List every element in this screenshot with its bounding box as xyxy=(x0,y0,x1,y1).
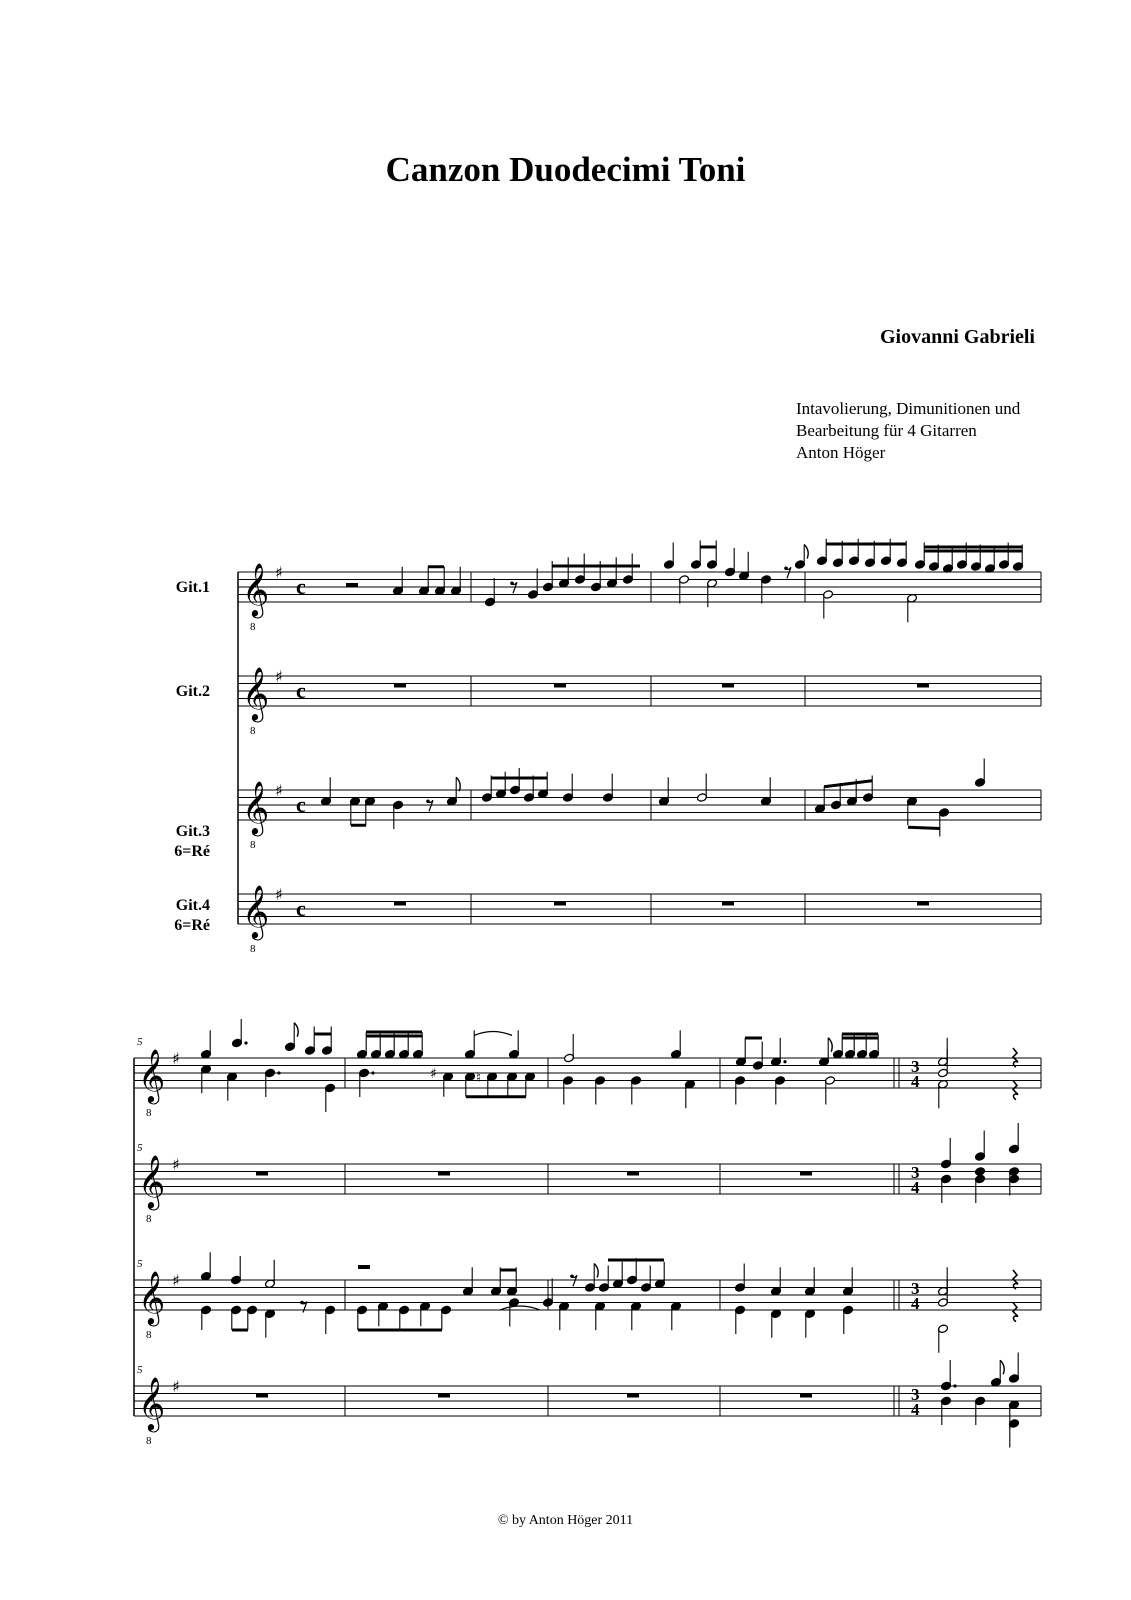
instrument-name: Git.1 xyxy=(175,579,210,596)
instrument-name: Git.4 xyxy=(175,897,210,914)
note-dot xyxy=(953,1384,956,1387)
common-time-icon: c xyxy=(296,792,306,817)
octave-8-icon: 8 xyxy=(250,725,256,737)
time-signature-icon: 3 xyxy=(911,1163,920,1182)
note-dot xyxy=(244,1041,247,1044)
treble-clef-icon: 𝄞 xyxy=(242,884,270,938)
page-title: Canzon Duodecimi Toni xyxy=(385,150,746,189)
note-dot xyxy=(371,1071,374,1074)
octave-8-icon: 8 xyxy=(146,1107,152,1119)
time-signature-icon: 3 xyxy=(911,1057,920,1076)
whole-rest-icon xyxy=(438,1394,450,1398)
treble-clef-icon: 𝄞 xyxy=(138,1154,166,1208)
whole-rest-icon xyxy=(394,684,406,688)
time-signature-icon: 4 xyxy=(911,1072,920,1091)
treble-clef-icon: 𝄞 xyxy=(242,780,270,834)
time-signature-icon: 4 xyxy=(911,1178,920,1197)
octave-8-icon: 8 xyxy=(250,621,256,633)
eighth-rest-icon xyxy=(786,567,791,578)
time-signature-icon: 4 xyxy=(911,1294,920,1313)
measure-number: 5 xyxy=(137,1036,143,1048)
measure-number: 5 xyxy=(137,1258,143,1270)
eighth-rest-icon xyxy=(512,582,517,593)
octave-8-icon: 8 xyxy=(146,1435,152,1447)
whole-rest-icon xyxy=(800,1172,812,1176)
natural-icon: ♮ xyxy=(476,1069,482,1086)
note-dot xyxy=(277,1071,280,1074)
sharp-icon: ♯ xyxy=(275,781,283,800)
eighth-rest-icon xyxy=(302,1302,307,1313)
whole-rest-icon xyxy=(438,1172,450,1176)
whole-rest-icon xyxy=(256,1394,268,1398)
composer-name: Giovanni Gabrieli xyxy=(879,326,1035,348)
tie xyxy=(474,1032,512,1036)
sharp-icon: ♯ xyxy=(172,1155,180,1174)
octave-8-icon: 8 xyxy=(250,839,256,851)
sharp-icon: ♯ xyxy=(172,1049,180,1068)
whole-rest-icon xyxy=(627,1394,639,1398)
score-system-2 xyxy=(134,1019,1041,1448)
half-rest-icon xyxy=(346,583,358,587)
octave-8-icon: 8 xyxy=(146,1213,152,1225)
score-system-1 xyxy=(238,539,1041,955)
eighth-rest-icon xyxy=(428,800,433,811)
whole-rest-icon xyxy=(394,902,406,906)
instrument-name: Git.2 xyxy=(175,683,210,700)
whole-rest-icon xyxy=(554,684,566,688)
note-flag xyxy=(594,1264,598,1278)
sharp-icon: ♯ xyxy=(430,1066,437,1082)
whole-rest-icon xyxy=(917,684,929,688)
measure-number: 5 xyxy=(137,1364,143,1376)
copyright-notice: © by Anton Höger 2011 xyxy=(497,1513,634,1528)
instrument-tuning: 6=Ré xyxy=(174,917,210,934)
time-signature-icon: 4 xyxy=(911,1400,920,1419)
whole-rest-icon xyxy=(554,902,566,906)
common-time-icon: c xyxy=(296,574,306,599)
credit-line: Intavolierung, Dimunitionen und xyxy=(796,399,1021,418)
sharp-icon: ♯ xyxy=(275,667,283,686)
measure-number: 5 xyxy=(137,1142,143,1154)
whole-rest-icon xyxy=(256,1172,268,1176)
common-time-icon: c xyxy=(296,896,306,921)
note-beam xyxy=(824,781,872,787)
time-signature-icon: 3 xyxy=(911,1279,920,1298)
treble-clef-icon: 𝄞 xyxy=(138,1270,166,1324)
common-time-icon: c xyxy=(296,678,306,703)
note-flag xyxy=(804,545,808,559)
whole-rest-icon xyxy=(722,902,734,906)
treble-clef-icon: 𝄞 xyxy=(242,666,270,720)
whole-rest-icon xyxy=(917,902,929,906)
note-flag xyxy=(294,1023,298,1037)
time-signature-icon: 3 xyxy=(911,1385,920,1404)
credit-line: Anton Höger xyxy=(796,443,886,462)
treble-clef-icon: 𝄞 xyxy=(242,562,270,616)
note-flag xyxy=(828,1038,832,1052)
sharp-icon: ♯ xyxy=(172,1271,180,1290)
whole-rest-icon xyxy=(800,1394,812,1398)
note-beam xyxy=(908,827,940,828)
note-head xyxy=(975,1167,986,1177)
credit-line: Bearbeitung für 4 Gitarren xyxy=(796,421,977,440)
note-dot xyxy=(783,1060,786,1063)
quarter-rest-icon xyxy=(1013,1303,1018,1322)
instrument-tuning: 6=Ré xyxy=(174,843,210,860)
note-flag xyxy=(1000,1360,1004,1374)
sharp-icon: ♯ xyxy=(275,885,283,904)
whole-rest-icon xyxy=(627,1172,639,1176)
sharp-icon: ♯ xyxy=(172,1377,180,1396)
octave-8-icon: 8 xyxy=(146,1329,152,1341)
note-flag xyxy=(456,777,460,791)
whole-rest-icon xyxy=(358,1265,370,1269)
eighth-rest-icon xyxy=(572,1275,577,1286)
tie xyxy=(500,1306,540,1310)
quarter-rest-icon xyxy=(1013,1081,1018,1100)
instrument-name: Git.3 xyxy=(175,823,210,840)
treble-clef-icon: 𝄞 xyxy=(138,1048,166,1102)
treble-clef-icon: 𝄞 xyxy=(138,1376,166,1430)
whole-rest-icon xyxy=(722,684,734,688)
sharp-icon: ♯ xyxy=(275,563,283,582)
octave-8-icon: 8 xyxy=(250,943,256,955)
